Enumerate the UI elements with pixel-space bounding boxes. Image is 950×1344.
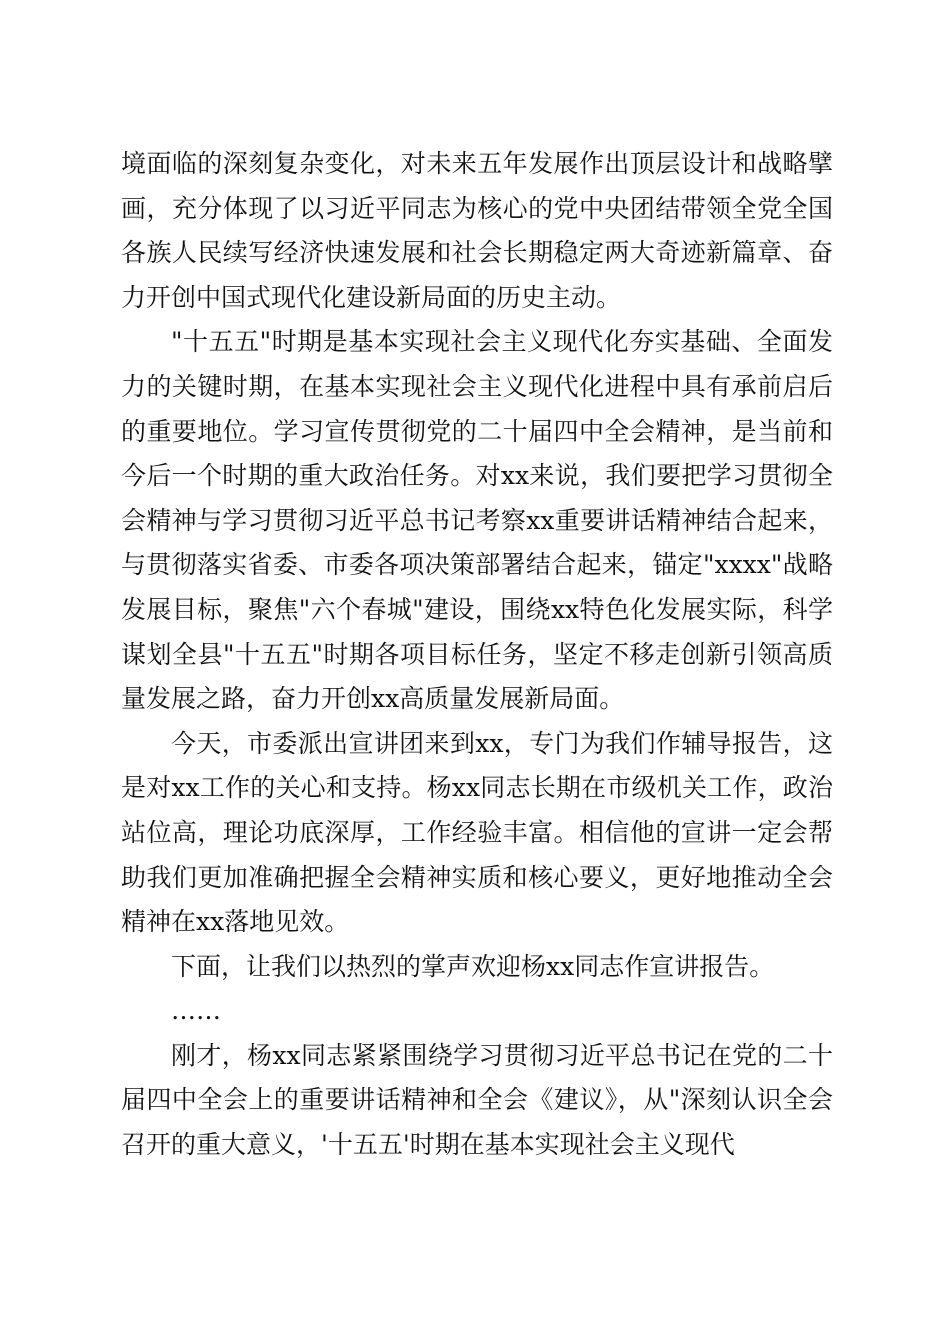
document-body <box>121 142 833 1168</box>
paragraph-welcome-applause: 下面，让我们以热烈的掌声欢迎杨xx同志作宣讲报告。 <box>171 951 775 981</box>
paragraph-closing-remarks: 刚才，杨xx同志紧紧围绕学习贯彻习近平总书记在党的二十届四中全会上的重要讲话精神和全会《建议》，从"深刻认识全会召开的重大意义，'十五五'时期在基本实现社会主义现代 <box>121 1040 833 1160</box>
paragraph-fifteenth-five-year-plan: "十五五"时期是基本实现社会主义现代化夯实基础、全面发力的关键时期，在基本实现社会主义现代化进程中具有承前启后的重要地位。学习宣传贯彻党的二十届四中全会精神，是当前和今后一个时期的重大政治任务。对xx来说，我们要把学习贯彻全会精神与学习贯彻习近平总书记考察xx重要讲话精神结合起来，与贯彻落实省委、市委各项决策部署结合起来，锚定"xxxx"战略发展目标，聚焦"六个春城"建设，围绕xx特色化发展实际，科学谋划全县"十五五"时期各项目标任务，坚定不移走创新引领高质量发展之路，奋力开创xx高质量发展新局面。 <box>121 327 833 714</box>
paragraph-lecture-group-intro: 今天，市委派出宣讲团来到xx，专门为我们作辅导报告，这是对xx工作的关心和支持。杨xx同志长期在市级机关工作，政治站位高，理论功底深厚，工作经验丰富。相信他的宣讲一定会帮助我们更加准确把握全会精神实质和核心要义，更好地推动全会精神在xx落地见效。 <box>121 728 833 937</box>
paragraph-ellipsis: …… <box>171 996 221 1026</box>
paragraph-continuation: 境面临的深刻复杂变化，对未来五年发展作出顶层设计和战略擘画，充分体现了以习近平同志为核心的党中央团结带领全党全国各族人民续写经济快速发展和社会长期稳定两大奇迹新篇章、奋力开创中国式现代化建设新局面的历史主动。 <box>121 149 833 312</box>
